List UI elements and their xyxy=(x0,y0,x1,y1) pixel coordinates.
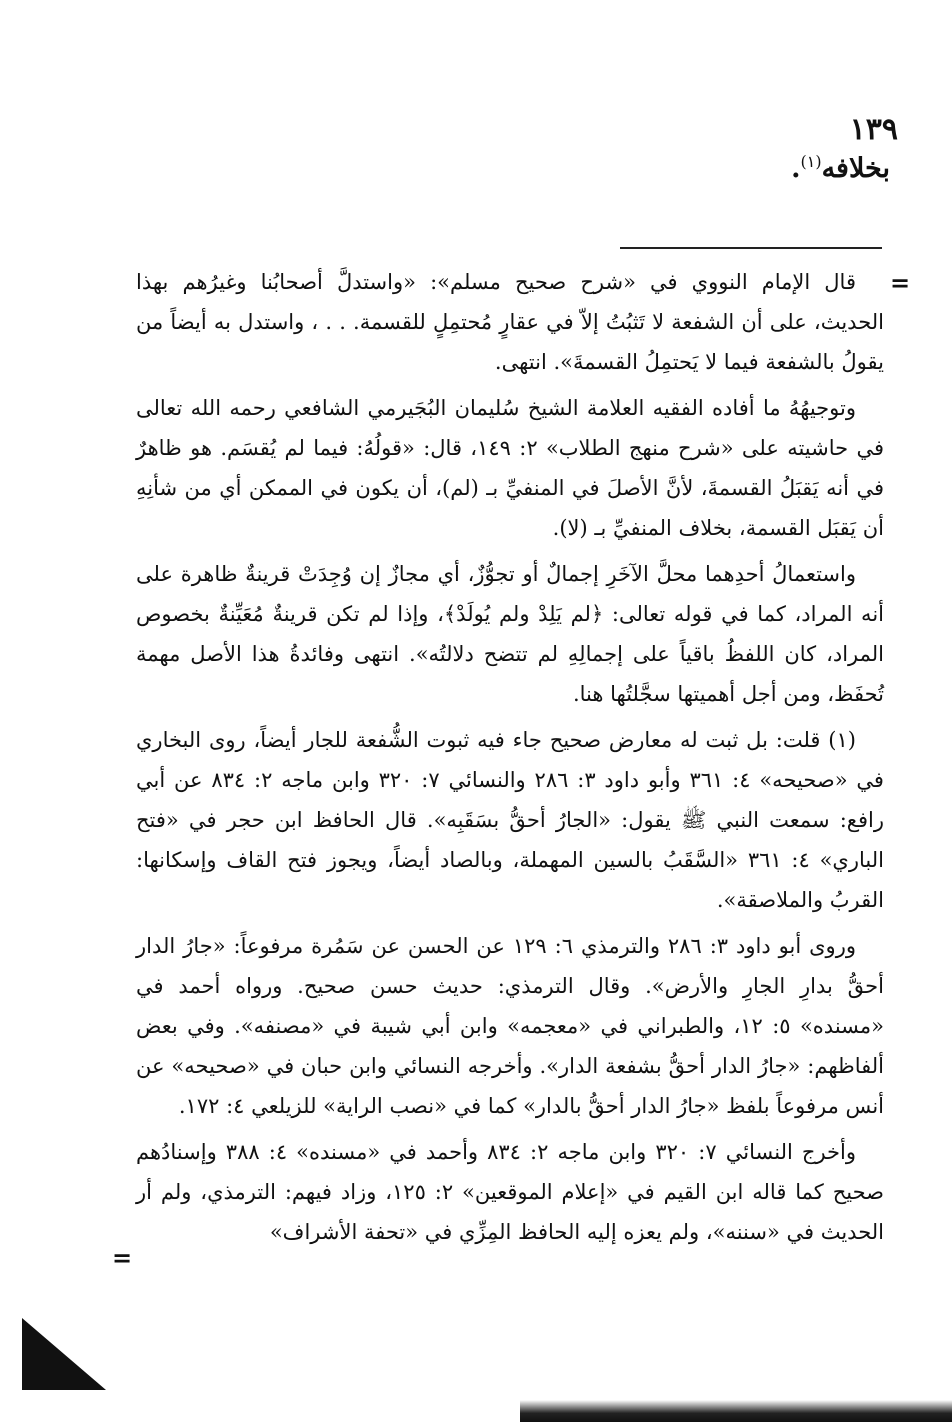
footnote-paragraph: قال الإمام النووي في «شرح صحيح مسلم»: «واستدلَّ أصحابُنا وغيرُهم بهذا الحديث، على أن الشفعة لا تَثبُتُ إلاّ في عقارٍ مُحتمِلٍ للقسمة. . . ، واستدل به أيضاً من يقولُ بالشفعة فيما لا يَحتمِلُ القسمةَ». انتهى. xyxy=(136,270,884,374)
footnotes xyxy=(136,262,884,1258)
scan-edge-shadow xyxy=(520,1400,952,1422)
footnote-paragraph: واستعمالُ أحدِهما محلَّ الآخَرِ إجمالٌ أو تجوُّزٌ، أي مجازٌ إن وُجِدَتْ قرينةٌ ظاهرة على أنه المراد، كما في قوله تعالى: ﴿لم يَلِدْ ولم يُولَدْ﴾، وإذا لم تكن قرينةٌ مُعَيِّنةٌ بخصوص المراد، كان اللفظُ باقياً على إجمالِهِ لم تتضح دلالتُه». انتهى وفائدةُ هذا الأصل مهمة تُحفَظ، ومن أجل أهميتها سجَّلتُها هنا. xyxy=(136,562,884,706)
footnote-reference: (١) xyxy=(800,152,822,171)
main-text-end: . xyxy=(791,153,801,184)
footnote-paragraph: وأخرج النسائي ٧: ٣٢٠ وابن ماجه ٢: ٨٣٤ وأحمد في «مسنده» ٤: ٣٨٨ وإسنادُهم صحيح كما قاله ابن القيم في «إعلام الموقعين» ٢: ١٢٥، وزاد فيهم: الترمذي، ولم أر الحديث في «سننه»، ولم يعزه إليه الحافظ المِزِّي في «تحفة الأشراف» xyxy=(136,1140,884,1244)
footnote-paragraph: (١) قلت: بل ثبت له معارض صحيح جاء فيه ثبوت الشُّفعة للجار أيضاً، روى البخاري في «صحيحه» ٤: ٣٦١ وأبو داود ٣: ٢٨٦ والنسائي ٧: ٣٢٠ وابن ماجه ٢: ٨٣٤ عن أبي رافع: سمعت النبي ﷺ يقول: «الجارُ أحقُّ بسَقَبِه». قال الحافظ ابن حجر في «فتح الباري» ٤: ٣٦١ «السَّقَبُ بالسين المهملة، وبالصاد أيضاً، ويجوز فتح القاف وإسكانها: القربُ والملاصقة». xyxy=(136,728,884,912)
page-corner-arrow-icon xyxy=(22,1318,106,1390)
footnote-paragraph: وروى أبو داود ٣: ٢٨٦ والترمذي ٦: ١٢٩ عن الحسن عن سَمُرة مرفوعاً: «جارُ الدار أحقُّ بدارِ الجارِ والأرض». وقال الترمذي: حديث حسن صحيح. ورواه أحمد في «مسنده» ٥: ١٢، والطبراني في «معجمه» وابن أبي شيبة في «مصنفه». وفي بعض ألفاظهم: «جارُ الدار أحقُّ بشفعة الدار». وأخرجه النسائي وابن حبان في «صحيحه» عن أنس مرفوعاً بلفظ «جارُ الدار أحقُّ بالدار» كما في «نصب الراية» للزيلعي ٤: ١٧٢. xyxy=(136,934,884,1118)
main-text-word: بخلافه xyxy=(821,153,890,184)
continuation-mark-top: = xyxy=(890,268,911,297)
page-number: ١٣٩ xyxy=(849,112,898,147)
main-text xyxy=(90,152,890,184)
footnote-separator xyxy=(620,247,882,249)
continuation-mark-bottom: = xyxy=(112,1243,133,1272)
footnote-paragraph: وتوجيهُهُ ما أفاده الفقيه العلامة الشيخ سُليمان البُجَيرمي الشافعي رحمه الله تعالى في حاشيته على «شرح منهج الطلاب» ٢: ١٤٩، قال: «قولُهُ: فيما لم يُقسَم. هو ظاهرٌ في أنه يَقبَلُ القسمةَ، لأنَّ الأصلَ في المنفيِّ بـ (لم)، أن يكون في الممكن أي من شأنِهِ أن يَقبَل القسمة، بخلاف المنفيِّ بـ (لا). xyxy=(136,396,884,540)
